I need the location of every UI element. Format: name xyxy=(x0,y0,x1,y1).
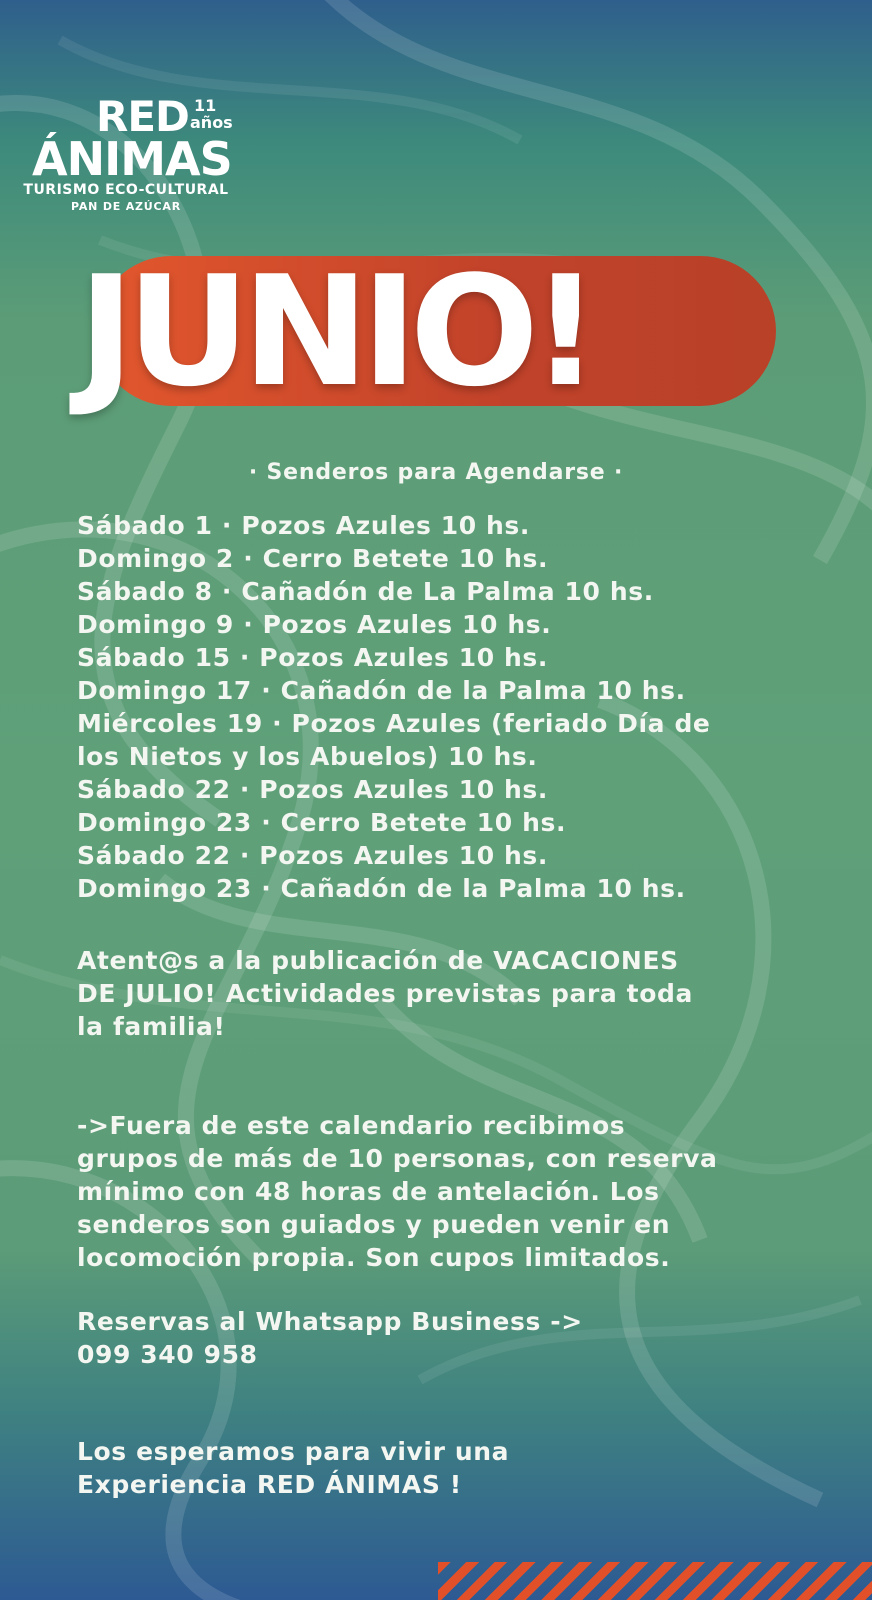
groups-line: ->Fuera de este calendario recibimos xyxy=(77,1111,626,1140)
contact-phone: 099 340 958 xyxy=(77,1340,258,1369)
brand-logo xyxy=(8,92,244,216)
schedule-item: Domingo 23 · Cañadón de la Palma 10 hs. xyxy=(77,874,686,903)
groups-line: locomoción propia. Son cupos limitados. xyxy=(77,1243,671,1272)
notice-line: la familia! xyxy=(77,1012,226,1041)
logo-years-number: 11 xyxy=(194,96,217,115)
schedule-item: Sábado 1 · Pozos Azules 10 hs. xyxy=(77,511,530,540)
closing-line: Los esperamos para vivir una xyxy=(77,1437,510,1466)
schedule-item: Domingo 9 · Pozos Azules 10 hs. xyxy=(77,610,552,639)
groups-line: mínimo con 48 horas de antelación. Los xyxy=(77,1177,660,1206)
groups-line: grupos de más de 10 personas, con reserva xyxy=(77,1144,718,1173)
schedule-item: los Nietos y los Abuelos) 10 hs. xyxy=(77,742,538,771)
notice-line: DE JULIO! Actividades previstas para toda xyxy=(77,979,693,1008)
groups-line: senderos son guiados y pueden venir en xyxy=(77,1210,671,1239)
decorative-stripes xyxy=(438,1562,872,1600)
schedule-item: Sábado 22 · Pozos Azules 10 hs. xyxy=(77,841,548,870)
logo-brand-bottom: ÁNIMAS xyxy=(32,132,232,186)
logo-brand-top: RED xyxy=(96,92,189,141)
logo-tagline: TURISMO ECO-CULTURAL xyxy=(23,182,229,198)
notice-line: Atent@s a la publicación de VACACIONES xyxy=(77,946,679,975)
schedule-item: Sábado 8 · Cañadón de La Palma 10 hs. xyxy=(77,577,654,606)
schedule-item: Domingo 2 · Cerro Betete 10 hs. xyxy=(77,544,549,573)
logo-years-word: años xyxy=(190,113,233,132)
schedule-item: Sábado 15 · Pozos Azules 10 hs. xyxy=(77,643,548,672)
schedule-item: Sábado 22 · Pozos Azules 10 hs. xyxy=(77,775,548,804)
schedule-item: Domingo 23 · Cerro Betete 10 hs. xyxy=(77,808,567,837)
schedule-item: Domingo 17 · Cañadón de la Palma 10 hs. xyxy=(77,676,686,705)
headline: JUNIO! xyxy=(78,243,593,420)
closing-line: Experiencia RED ÁNIMAS ! xyxy=(77,1470,462,1499)
logo-location: PAN DE AZÚCAR xyxy=(71,200,181,213)
contact-line: Reservas al Whatsapp Business -> xyxy=(77,1307,583,1336)
schedule-item: Miércoles 19 · Pozos Azules (feriado Día de xyxy=(77,709,711,738)
subtitle: · Senderos para Agendarse · xyxy=(248,460,624,485)
